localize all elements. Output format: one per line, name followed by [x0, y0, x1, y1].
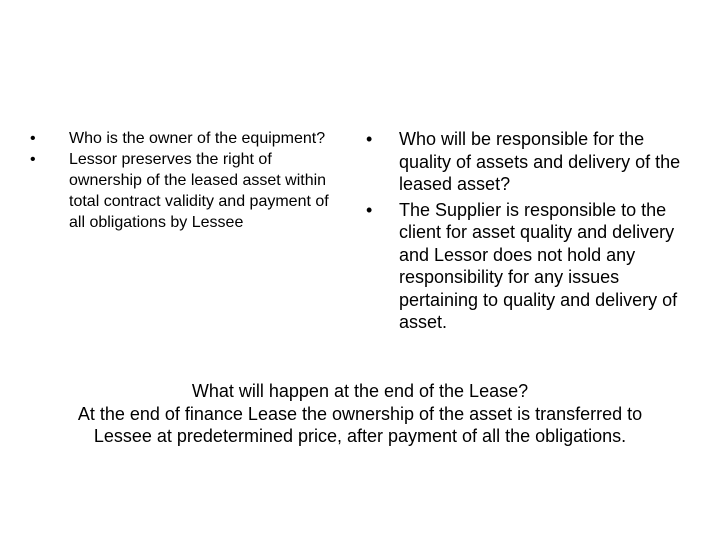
bottom-answer-line-1: At the end of finance Lease the ownership of the asset is transferred to: [77, 403, 643, 424]
list-item: [30, 149, 330, 233]
bullet-icon: •: [30, 151, 36, 168]
list-item: [362, 128, 692, 196]
left-bullet-list: [30, 128, 330, 233]
bottom-question: What will happen at the end of the Lease?: [191, 381, 529, 401]
right-bullet-list: [362, 128, 692, 334]
left-column: [30, 128, 330, 233]
bottom-answer-line-2: Lessee at predetermined price, after payment of all the obligations.: [93, 426, 627, 446]
bullet-icon: •: [366, 129, 373, 149]
list-item: [362, 199, 692, 334]
list-item-text: Lessor preserves the right of ownership of the leased asset within total contract validity and payment of all obligations by Lessee: [69, 151, 329, 231]
right-column: [362, 128, 692, 337]
bullet-icon: •: [366, 199, 373, 220]
bullet-icon: •: [30, 130, 36, 147]
list-item: [30, 128, 330, 149]
list-item-text: Who is the owner of the equipment?: [69, 130, 326, 147]
list-item-text: Who will be responsible for the quality of assets and delivery of the leased asset?: [399, 129, 681, 194]
bottom-text-block: [30, 380, 690, 448]
list-item-text: The Supplier is responsible to the client for asset quality and delivery and Lessor does not hold any responsibility for any issues pertaining to quality and delivery of asset.: [399, 199, 678, 332]
